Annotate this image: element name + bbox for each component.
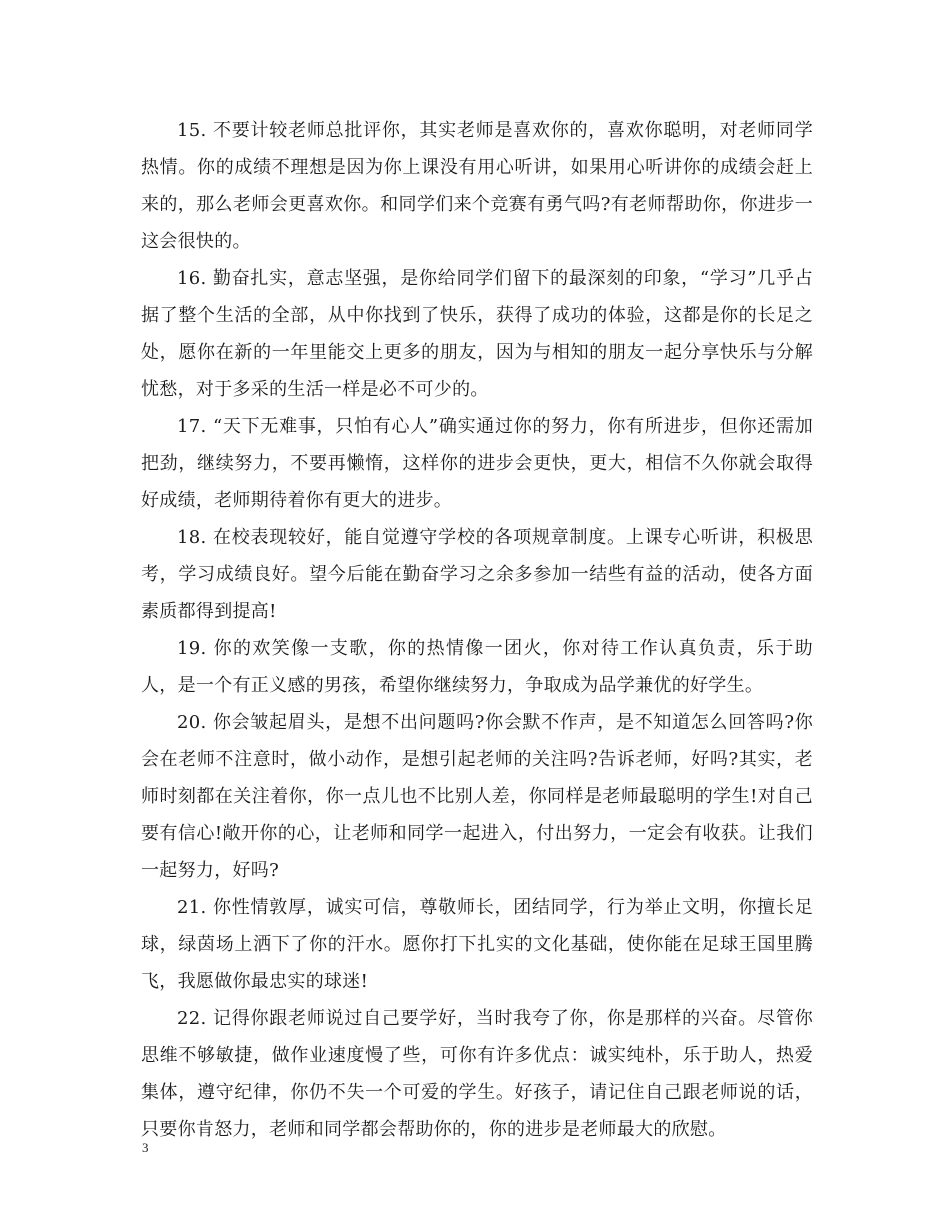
paragraph-17: 17. “天下无难事，只怕有心人”确实通过你的努力，你有所进步，但你还需加把劲，继续努力，不要再懒惰，这样你的进步会更快，更大，相信不久你就会取得好成绩，老师期待着你有更大的进步。 [141,416,813,511]
document-body [141,112,813,1148]
paragraph-21: 21. 你性情敦厚，诚实可信，尊敬师长，团结同学，行为举止文明，你擅长足球，绿茵场上洒下了你的汗水。愿你打下扎实的文化基础，使你能在足球王国里腾飞，我愿做你最忠实的球迷! [141,897,813,992]
paragraph-20: 20. 你会皱起眉头，是想不出问题吗?你会默不作声，是不知道怎么回答吗?你会在老师不注意时，做小动作，是想引起老师的关注吗?告诉老师，好吗?其实，老师时刻都在关注着你，你一点儿也不比别人差，你同样是老师最聪明的学生!对自己要有信心!敞开你的心，让老师和同学一起进入，付出努力，一定会有收获。让我们一起努力，好吗? [141,712,813,881]
paragraph-16: 16. 勤奋扎实，意志坚强，是你给同学们留下的最深刻的印象，“学习”几乎占据了整个生活的全部，从中你找到了快乐，获得了成功的体验，这都是你的长足之处，愿你在新的一年里能交上更多的朋友，因为与相知的朋友一起分享快乐与分解忧愁，对于多采的生活一样是必不可少的。 [141,268,813,400]
paragraph-15: 15. 不要计较老师总批评你，其实老师是喜欢你的，喜欢你聪明，对老师同学热情。你的成绩不理想是因为你上课没有用心听讲，如果用心听讲你的成绩会赶上来的，那么老师会更喜欢你。和同学们来个竞赛有勇气吗?有老师帮助你，你进步一这会很快的。 [141,120,813,252]
paragraph-22: 22. 记得你跟老师说过自己要学好，当时我夸了你，你是那样的兴奋。尽管你思维不够敏捷，做作业速度慢了些，可你有许多优点：诚实纯朴，乐于助人，热爱集体，遵守纪律，你仍不失一个可爱的学生。好孩子，请记住自己跟老师说的话，只要你肯怒力，老师和同学都会帮助你的，你的进步是老师最大的欣慰。 [141,1008,813,1140]
page-number: 3 [142,1140,149,1155]
paragraph-19: 19. 你的欢笑像一支歌，你的热情像一团火，你对待工作认真负责，乐于助人，是一个有正义感的男孩，希望你继续努力，争取成为品学兼优的好学生。 [141,638,813,696]
paragraph-18: 18. 在校表现较好，能自觉遵守学校的各项规章制度。上课专心听讲，积极思考，学习成绩良好。望今后能在勤奋学习之余多参加一结些有益的活动，使各方面素质都得到提高! [141,527,813,622]
